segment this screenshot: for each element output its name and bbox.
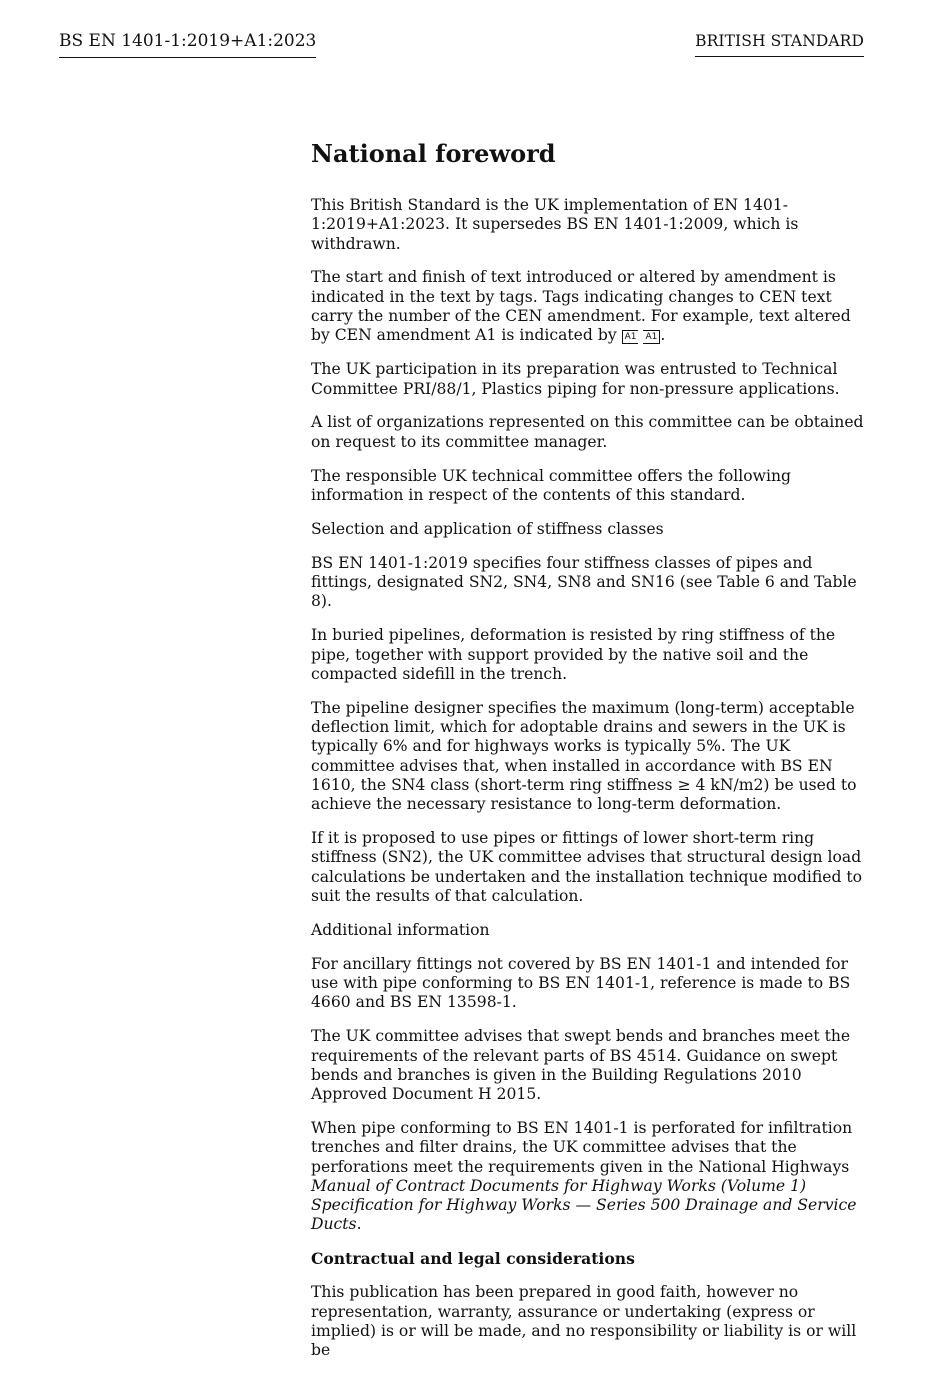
- amendment-close-tag-icon: A1: [643, 330, 660, 344]
- paragraph-stiffness-classes: BS EN 1401-1:2019 specifies four stiffness classes of pipes and fittings, designated SN2, SN4, SN8 and SN16 (see Table 6 and Table 8).: [311, 553, 857, 611]
- paragraph-text: When pipe conforming to BS EN 1401-1 is perforated for infiltration trenches and filter drains, the UK committee advises that the perforations meet the requirements given in the National Highways: [311, 1119, 853, 1176]
- paragraph-ancillary-fittings: For ancillary fittings not covered by BS EN 1401-1 and intended for use with pipe conforming to BS EN 1401-1, reference is made to BS 4660 and BS EN 13598-1.: [311, 954, 851, 1012]
- paragraph-text: .: [660, 326, 666, 345]
- paragraph-implementation: [311, 196, 811, 254]
- paragraph-text: .: [356, 1215, 362, 1234]
- paragraph-good-faith: This publication has been prepared in good faith, however no representation, warranty, assurance or undertaking (express or implied) is or will be made, and no responsibility or liability is or will be: [311, 1283, 857, 1360]
- paragraph-amendment-tags: [311, 268, 871, 345]
- header-series-label: BRITISH STANDARD: [695, 32, 864, 57]
- paragraph-text: This British Standard is the UK implementation of EN 1401-1:2019+A1:2023. It supersedes BS EN 1401-1:2009, which is withdrawn.: [311, 196, 799, 253]
- header-document-id: BS EN 1401-1:2019+A1:2023: [59, 31, 316, 58]
- paragraph-organizations: A list of organizations represented on this committee can be obtained on request to its committee manager.: [311, 413, 864, 451]
- paragraph-buried-pipelines: In buried pipelines, deformation is resisted by ring stiffness of the pipe, together with support provided by the native soil and the compacted sidefill in the trench.: [311, 626, 836, 683]
- heading-contractual-legal: Contractual and legal considerations: [311, 1249, 635, 1269]
- foreword-body: [311, 138, 871, 1375]
- subheading-additional-info: Additional information: [311, 920, 490, 939]
- page-title: National foreword: [311, 139, 556, 168]
- paragraph-committee: The UK participation in its preparation was entrusted to Technical Committee PRI/88/1, Plastics piping for non-pressure applications.: [311, 360, 840, 398]
- paragraph-deflection-limit: The pipeline designer specifies the maximum (long-term) acceptable deflection limit, which for adoptable drains and sewers in the UK is typically 6% and for highways works is typically 5%. The UK committee advises that, when installed in accordance with BS EN 1610, the SN4 class (short-term ring stiffness ≥ 4 kN/m2) be used to achieve the necessary resistance to long-term deformation.: [311, 698, 857, 814]
- paragraph-lower-stiffness: If it is proposed to use pipes or fittings of lower short-term ring stiffness (SN2), the UK committee advises that structural design load calculations be undertaken and the installation technique modified to suit the results of that calculation.: [311, 829, 863, 905]
- paragraph-swept-bends: The UK committee advises that swept bends and branches meet the requirements of the relevant parts of BS 4514. Guidance on swept bends and branches is given in the Building Regulations 2010 Approved Document H 2015.: [311, 1027, 851, 1104]
- paragraph-information: The responsible UK technical committee offers the following information in respect of the contents of this standard.: [311, 466, 792, 504]
- amendment-open-tag-icon: A1: [622, 330, 639, 344]
- paragraph-perforated-pipe: [311, 1119, 871, 1235]
- subheading-stiffness: Selection and application of stiffness classes: [311, 519, 664, 538]
- paragraph-text: The start and finish of text introduced or altered by amendment is indicated in the text by tags. Tags indicating changes to CEN text carry the number of the CEN amendment. For example, text altered by CEN amendment A1 is indicated by: [311, 268, 851, 345]
- publication-title: Manual of Contract Documents for Highway Works (Volume 1) Specification for Highway Works — Series 500 Drainage and Service Ducts: [311, 1176, 857, 1234]
